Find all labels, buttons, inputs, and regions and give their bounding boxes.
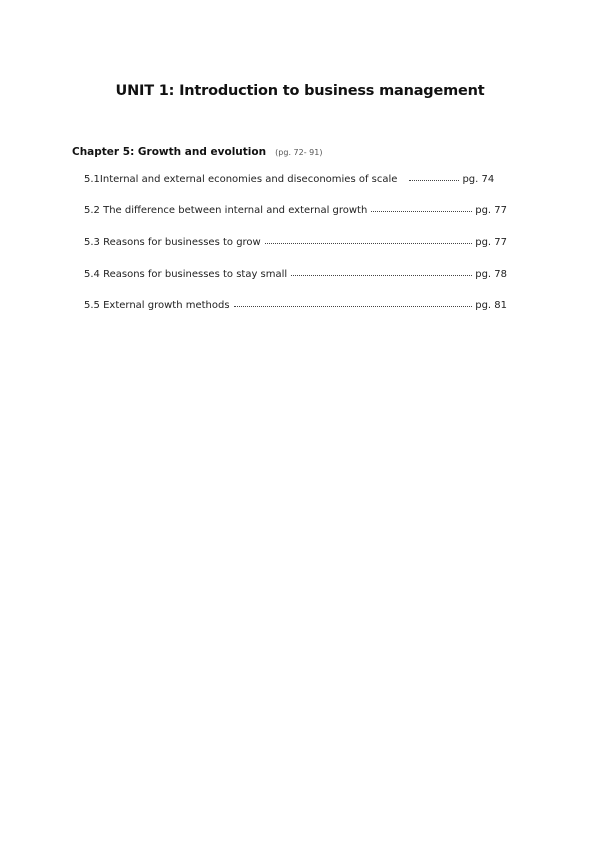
toc-entry-page: pg. 77 [475,237,507,248]
page-title: UNIT 1: Introduction to business management [115,82,485,99]
toc-entry-label: 5.5 External growth methods [84,300,230,311]
dot-leader [409,172,459,181]
chapter-heading [72,140,322,159]
dot-leader [234,298,473,307]
chapter-page-range: (pg. 72- 91) [275,148,323,157]
toc-entry [84,299,507,313]
toc-entry-label: 5.3 Reasons for businesses to grow [84,237,261,248]
dot-leader [371,203,472,212]
toc-entry [84,173,507,187]
toc-entry-page: pg. 78 [475,269,507,280]
toc-entry [84,236,507,250]
toc-entry [84,204,507,218]
dot-leader [291,267,472,276]
toc-entry-page: pg. 77 [475,205,507,216]
chapter-title: Chapter 5: Growth and evolution [72,146,267,158]
toc-entry-page: pg. 81 [475,300,507,311]
toc-entry-label: 5.2 The difference between internal and external growth [84,205,368,216]
toc-entry-page: pg. 74 [462,174,495,185]
dot-leader [265,235,472,244]
toc-entry [84,268,507,282]
toc-entry-label: 5.1Internal and external economies and diseconomies of scale [84,174,398,185]
toc-entry-label: 5.4 Reasons for businesses to stay small [84,269,288,280]
